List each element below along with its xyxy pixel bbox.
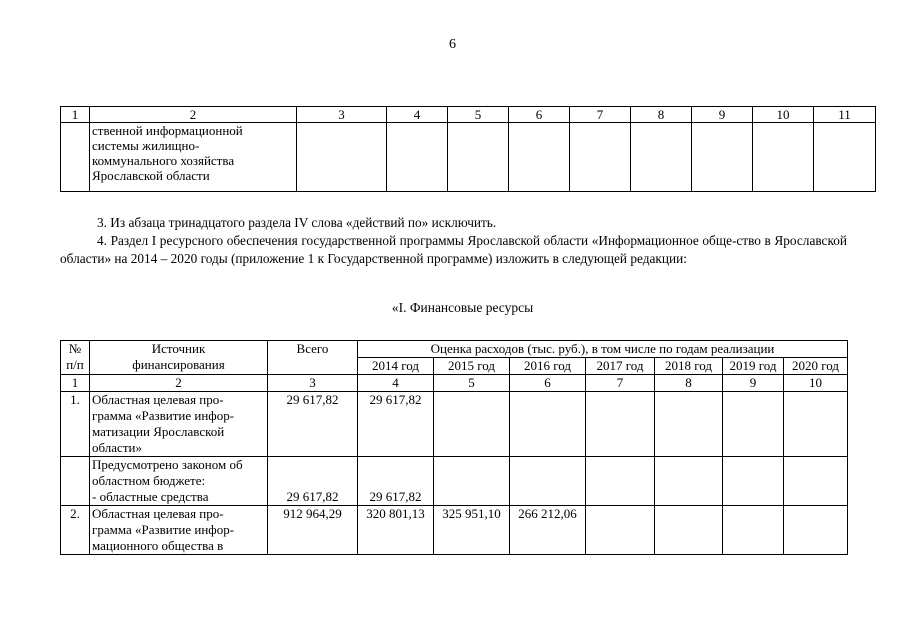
page-number: 6: [449, 37, 456, 52]
year-2019-header: 2019 год: [723, 358, 784, 375]
row-source: Предусмотрено законом об областном бюджете: - областные средства: [90, 457, 268, 506]
year-2017-header: 2017 год: [586, 358, 655, 375]
row-source: Областная целевая про- грамма «Развитие инфор- мационного общества в: [90, 506, 268, 555]
index-cell: 7: [586, 375, 655, 392]
index-cell: 1: [61, 375, 90, 392]
table-row: [61, 392, 848, 457]
header-cell: 10: [753, 107, 814, 123]
table-header-row: [61, 107, 876, 123]
header-cell: 2: [90, 107, 297, 123]
paragraph-3: 3. Из абзаца тринадцатого раздела IV слова «действий по» исключить.: [97, 215, 497, 230]
header-cell: 11: [814, 107, 876, 123]
header-cell: 9: [692, 107, 753, 123]
row-2016: [510, 392, 586, 457]
paragraph-4: 4. Раздел I ресурсного обеспечения государственной программы Ярославской области «Информационное обще-ство в Ярославской области» на 2014 – 2020 годы (приложение 1 к Государственной программе) изложить в следующей редакции:: [60, 233, 847, 266]
header-cell: 7: [570, 107, 631, 123]
row-2014: 29 617,82: [358, 392, 434, 457]
row-2016: [510, 457, 586, 506]
financial-resources-table: [60, 340, 848, 555]
row-2014: 320 801,13: [358, 506, 434, 555]
continuation-table: [60, 106, 876, 192]
col-estimate-header: Оценка расходов (тыс. руб.), в том числе по годам реализации: [358, 341, 848, 358]
header-cell: 3: [297, 107, 387, 123]
header-cell: 8: [631, 107, 692, 123]
col-total-header: Всего: [268, 341, 358, 375]
header-cell: 1: [61, 107, 90, 123]
table-row: [61, 506, 848, 555]
col-num-header: № п/п: [61, 341, 90, 375]
year-2014-header: 2014 год: [358, 358, 434, 375]
row-2015: 325 951,10: [434, 506, 510, 555]
row-source: Областная целевая про- грамма «Развитие инфор- матизации Ярославской области»: [90, 392, 268, 457]
index-cell: 5: [434, 375, 510, 392]
header-cell: 6: [509, 107, 570, 123]
row-2014: 29 617,82: [358, 457, 434, 506]
year-2018-header: 2018 год: [655, 358, 723, 375]
index-cell: 10: [784, 375, 848, 392]
table-row: [61, 457, 848, 506]
index-cell: 9: [723, 375, 784, 392]
row-2015: [434, 457, 510, 506]
row-total: 912 964,29: [268, 506, 358, 555]
row-description: ственной информационной системы жилищно- коммунального хозяйства Ярославской области: [90, 123, 297, 192]
table-row: [61, 123, 876, 192]
index-cell: 4: [358, 375, 434, 392]
col-source-header: Источник финансирования: [90, 341, 268, 375]
year-2015-header: 2015 год: [434, 358, 510, 375]
row-total: 29 617,82: [268, 392, 358, 457]
index-cell: 2: [90, 375, 268, 392]
index-cell: 3: [268, 375, 358, 392]
index-cell: 6: [510, 375, 586, 392]
section-title: «I. Финансовые ресурсы: [391, 300, 534, 315]
row-2015: [434, 392, 510, 457]
row-2016: 266 212,06: [510, 506, 586, 555]
header-cell: 5: [448, 107, 509, 123]
index-row: [61, 375, 848, 392]
year-2020-header: 2020 год: [784, 358, 848, 375]
index-cell: 8: [655, 375, 723, 392]
row-total: 29 617,82: [268, 457, 358, 506]
year-2016-header: 2016 год: [510, 358, 586, 375]
row-num: 2.: [61, 506, 90, 555]
row-num: 1.: [61, 392, 90, 457]
header-cell: 4: [387, 107, 448, 123]
table-header-row: [61, 341, 848, 358]
